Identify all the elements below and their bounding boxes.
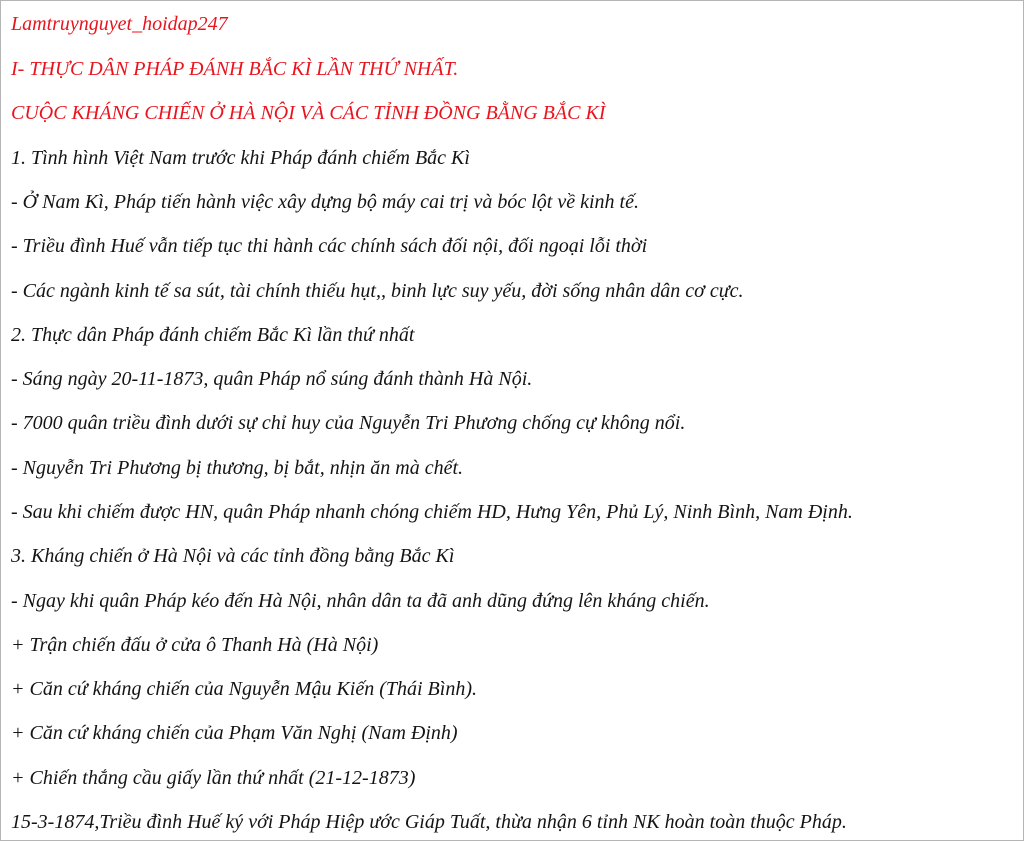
plus-line: + Căn cứ kháng chiến của Phạm Văn Nghị (Nam Định) — [11, 722, 458, 744]
bullet-line: - Sau khi chiếm được HN, quân Pháp nhanh chóng chiếm HD, Hưng Yên, Phủ Lý, Ninh Bình, Nam Định. — [11, 501, 853, 523]
bullet-line: - 7000 quân triều đình dưới sự chỉ huy của Nguyễn Tri Phương chống cự không nổi. — [11, 412, 686, 434]
bullet-line: - Các ngành kinh tế sa sút, tài chính thiếu hụt,, binh lực suy yếu, đời sống nhân dân cơ cực. — [11, 280, 744, 302]
section-subheading: CUỘC KHÁNG CHIẾN Ở HÀ NỘI VÀ CÁC TỈNH ĐỒNG BẰNG BẮC KÌ — [11, 102, 606, 124]
bullet-line: - Triều đình Huế vẫn tiếp tục thi hành các chính sách đối nội, đối ngoại lỗi thời — [11, 235, 648, 257]
bullet-line: - Ngay khi quân Pháp kéo đến Hà Nội, nhân dân ta đã anh dũng đứng lên kháng chiến. — [11, 590, 710, 612]
author-name: Lamtruynguyet_hoidap247 — [11, 13, 228, 35]
plus-line: + Chiến thắng cầu giấy lần thứ nhất (21-12-1873) — [11, 767, 416, 789]
closing-line: 15-3-1874,Triều đình Huế ký với Pháp Hiệp ước Giáp Tuất, thừa nhận 6 tỉnh NK hoàn toàn thuộc Pháp. — [11, 811, 847, 833]
bullet-line: - Sáng ngày 20-11-1873, quân Pháp nổ súng đánh thành Hà Nội. — [11, 368, 533, 390]
subsection-title: 3. Kháng chiến ở Hà Nội và các tỉnh đồng bằng Bắc Kì — [11, 545, 455, 567]
plus-line: + Căn cứ kháng chiến của Nguyễn Mậu Kiến (Thái Bình). — [11, 678, 477, 700]
bullet-line: - Ở Nam Kì, Pháp tiến hành việc xây dựng bộ máy cai trị và bóc lột về kinh tế. — [11, 191, 639, 213]
bullet-line: - Nguyễn Tri Phương bị thương, bị bắt, nhịn ăn mà chết. — [11, 457, 464, 479]
subsection-title: 2. Thực dân Pháp đánh chiếm Bắc Kì lần thứ nhất — [11, 324, 415, 346]
section-heading: I- THỰC DÂN PHÁP ĐÁNH BẮC KÌ LẦN THỨ NHẤT. — [11, 58, 459, 80]
subsection-title: 1. Tình hình Việt Nam trước khi Pháp đánh chiếm Bắc Kì — [11, 147, 470, 169]
plus-line: + Trận chiến đấu ở cửa ô Thanh Hà (Hà Nội) — [11, 634, 379, 656]
